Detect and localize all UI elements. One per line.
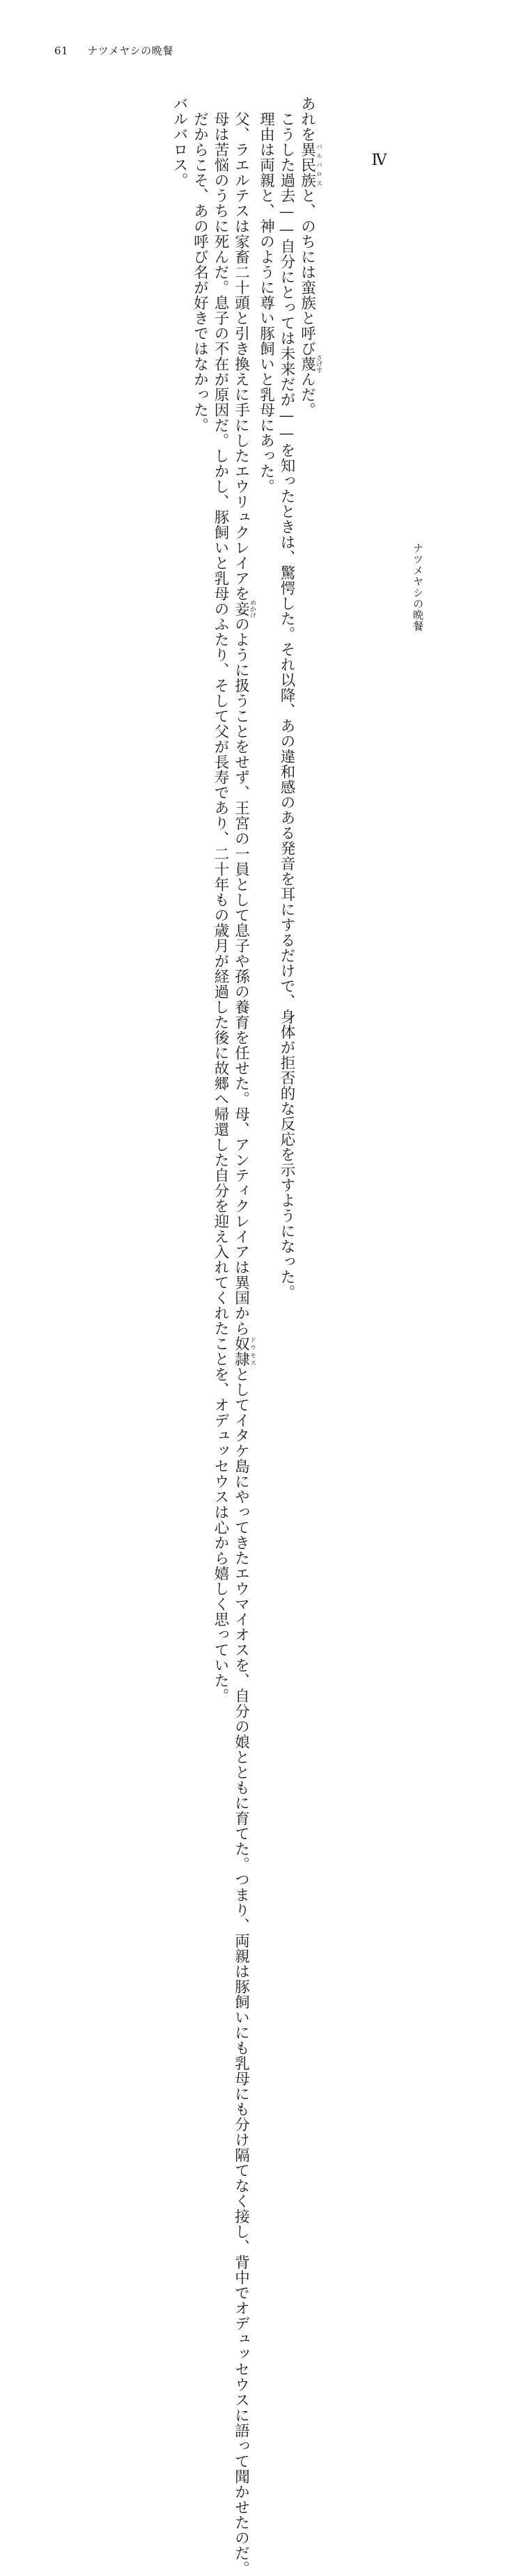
text-run: だからこそ、あの呼び名が好きではなかった。 — [191, 96, 209, 433]
text-run: バルバロス。 — [171, 96, 188, 188]
ruby-reading: バルバロス — [315, 142, 322, 188]
paragraph — [277, 96, 297, 1300]
ruby-word — [232, 599, 256, 619]
side-book-title: ナツメヤシの晩餐 — [412, 543, 424, 632]
text-run: 父、ラエルテスは家畜二十頭と引き換えに手にしたエウリュクレイアを — [232, 96, 250, 601]
paragraph — [297, 96, 322, 667]
page-number: 61 — [54, 45, 69, 57]
ruby-base: 妾 — [232, 599, 250, 619]
paragraph — [210, 96, 231, 1703]
paragraph — [231, 96, 256, 2576]
ruby-base: 異民族 — [298, 142, 316, 188]
text-run: 母は苦悩のうちに死んだ。息子の不在が原因だ。しかし、豚飼いと乳母のふたり、そして父が長寿であり、二十年もの歳月が経過した後に故郷へ帰還した自分を迎え入れてくれたことを、オデュッセウスは心から嬉しく思っていた。 — [212, 96, 229, 1703]
ruby-reading: ドウモス — [249, 1336, 256, 1367]
ruby-word — [232, 1336, 256, 1367]
text-run: 理由は両親と、神のように尊い豚飼いと乳母にあった。 — [257, 96, 275, 494]
paragraph — [169, 96, 190, 667]
text-run: と、のちには蛮族と呼び — [298, 188, 316, 356]
ruby-base: 蔑 — [298, 354, 316, 374]
paragraph — [189, 96, 210, 667]
ruby-reading: さげす — [315, 354, 322, 374]
text-run: としてイタケ島にやってきたエウマイオスを、自分の娘とともに育てた。つまり、両親は豚飼いにも乳母にも分け隔てなく接し、背中でオデュッセウスに語って聞かせたのだ。 — [232, 1367, 250, 2576]
text-run: あれを — [298, 96, 316, 142]
text-run: んだ。 — [298, 372, 316, 418]
running-title: ナツメヤシの晩餐 — [87, 45, 173, 57]
ruby-word — [298, 142, 322, 188]
text-run: こうした過去——自分にとっては未来だが——を知ったときは、驚愕した。それ以降、あの違和感のある発音を耳にするだけで、身体が拒否的な反応を示すようになった。 — [278, 96, 295, 1300]
running-header — [54, 43, 173, 58]
ruby-reading: めかけ — [249, 599, 256, 619]
ruby-base: 奴隷 — [232, 1336, 250, 1367]
text-run: のように扱うことをせず、王宮の一員として息子や孫の養育を任せた。母、アンティクレイアは異国から — [232, 617, 250, 1336]
paragraph — [256, 96, 277, 667]
chapter-number: Ⅳ — [371, 152, 388, 169]
ruby-word — [298, 354, 322, 374]
body-text — [169, 96, 322, 2576]
